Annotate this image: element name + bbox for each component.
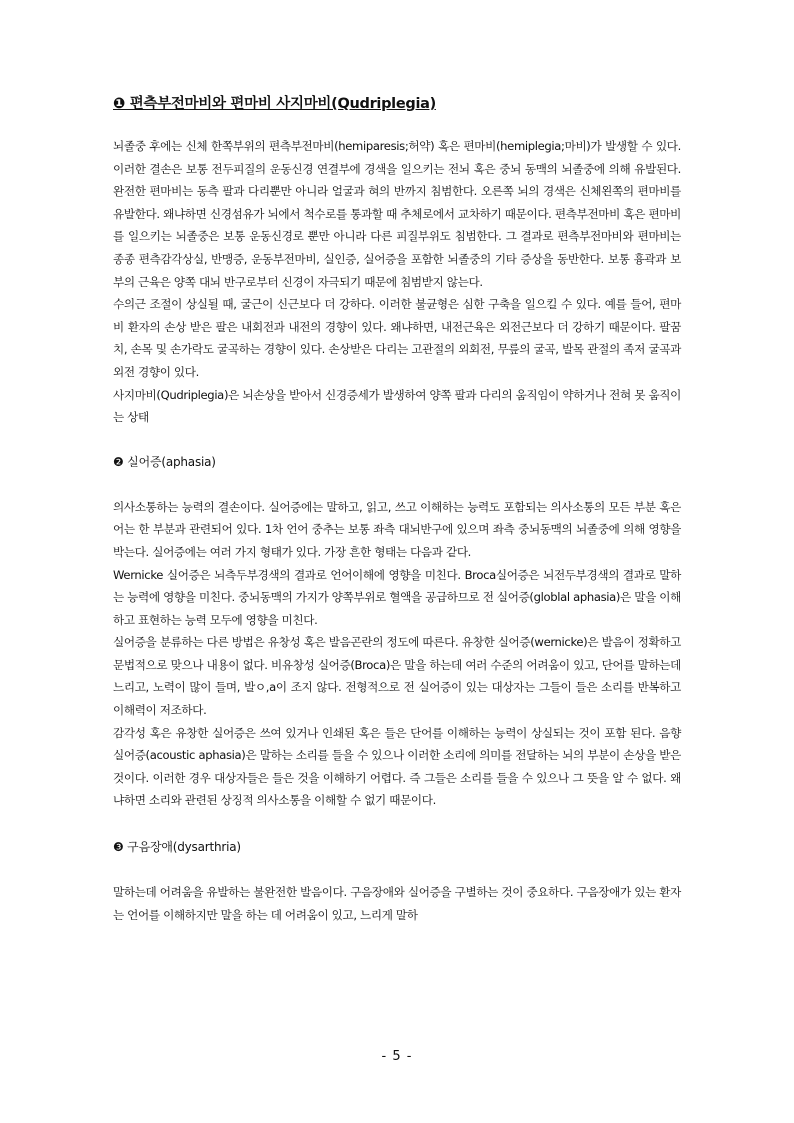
spacer — [113, 812, 681, 838]
page-number: - 5 - — [381, 1049, 413, 1064]
paragraph: 말하는데 어려움을 유발하는 불완전한 발음이다. 구음장애와 실어증을 구별하는 것이 중요하다. 구음장애가 있는 환자는 언어를 이해하지만 말을 하는 데 어려움이 있고, 느리게 말하 — [113, 885, 681, 922]
section-heading-dysarthria: ❸ 구음장애(dysarthria) — [113, 840, 241, 855]
paragraph: Wernicke 실어증은 뇌측두부경색의 결과로 언어이해에 영향을 미친다. Broca실어증은 뇌전두부경색의 결과로 말하는 능력에 영향을 미친다. 중뇌동맥의 가지가 양쪽부위로 혈액을 공급하므로 전 실어증(globlal aphasia)은 말을 이해하고 표현하는 능력 모두에 영향을 미친다. — [113, 567, 681, 627]
paragraph: 수의근 조절이 상실될 때, 굴근이 신근보다 더 강하다. 이러한 불균형은 심한 구축을 일으킬 수 있다. 예를 들어, 편마비 환자의 손상 받은 팔은 내회전과 내전의 경향이 있다. 왜냐하면, 내전근육은 외전근보다 더 강하기 때문이다. 팔꿈치, 손목 및 손가락도 굴곡하는 경향이 있다. 손상받은 다리는 고관절의 외회전, 무릎의 굴곡, 발목 관절의 족저 굴곡과 외전 경향이 있다. — [113, 297, 681, 379]
paragraph: 감각성 혹은 유창한 실어증은 쓰여 있거나 인쇄된 혹은 들은 단어를 이해하는 능력이 상실되는 것이 포함 된다. 음향 실어증(acoustic aphasia)은 말하는 소리를 들을 수 있으나 이러한 소리에 의미를 전달하는 뇌의 부분이 손상을 받은 것이다. 이러한 경우 대상자들은 들은 것을 이해하기 어렵다. 즉 그들은 소리를 들을 수 있으나 그 뜻을 알 수 없다. 왜냐하면 소리와 관련된 상징적 의사소통을 이해할 수 없기 때문이다. — [113, 725, 681, 808]
paragraph: 실어증을 분류하는 다른 방법은 유창성 혹은 발음곤란의 정도에 따른다. 유창한 실어증(wernicke)은 발음이 정확하고 문법적으로 맞으나 내용이 없다. 비유창성 실어증(Broca)은 말을 하는데 여러 수준의 어려움이 있고, 단어를 말하는데 느리고, 노력이 많이 들며, 발ㅇ,a이 조지 않다. 전형적으로 전 실어증이 있는 대상자는 그들이 들은 소리를 반복하고 이해력이 저조하다. — [113, 635, 681, 718]
paragraph: 뇌졸중 후에는 신체 한쪽부위의 편측부전마비(hemiparesis;허약) 혹은 편마비(hemiplegia;마비)가 발생할 수 있다. 이러한 결손은 보통 전두피질의 운동신경 연결부에 경색을 일으키는 전뇌 혹은 중뇌 동맥의 뇌졸중에 의해 유발된다. 완전한 편마비는 동측 팔과 다리뿐만 아니라 얼굴과 혀의 반까지 침범한다. 오른쪽 뇌의 경색은 신체왼쪽의 편마비를 유발한다. 왜냐하면 신경섬유가 뇌에서 척수로를 통과할 때 추체로에서 교차하기 때문이다. 편측부전마비 혹은 편마비를 일으키는 뇌졸중은 보통 운동신경로 뿐만 아니라 다른 피질부위도 침범한다. 그 결과로 편측부전마비와 편마비는 종종 편측감각상실, 반맹증, 운동부전마비, 실인증, 실어증을 포함한 뇌졸중의 기타 증상을 동반한다. 보통 흉곽과 보부의 근육은 양쪽 대뇌 반구로부터 신경이 자극되기 때문에 침범받지 않는다. — [113, 139, 681, 289]
spacer — [113, 429, 681, 453]
paragraph: 의사소통하는 능력의 결손이다. 실어증에는 말하고, 읽고, 쓰고 이해하는 능력도 포함되는 의사소통의 모든 부분 혹은 어는 한 부분과 관련되어 있다. 1차 언어 중추는 보통 좌측 대뇌반구에 있으며 좌측 중뇌동맥의 뇌졸중에 의해 영향을 박는다. 실어증에는 여러 가지 형태가 있다. 가장 흔한 형태는 다음과 같다. — [113, 499, 681, 559]
document-body — [113, 92, 681, 926]
paragraph: 사지마비(Qudriplegia)은 뇌손상을 받아서 신경증세가 발생하여 양쪽 팔과 다리의 움직임이 약하거나 전혀 못 움직이는 상태 — [113, 387, 681, 425]
section-heading-hemiplegia: ❶ 편측부전마비와 편마비 사지마비(Qudriplegia) — [113, 96, 436, 112]
section-heading-aphasia: ❷ 실어증(aphasia) — [113, 454, 216, 469]
